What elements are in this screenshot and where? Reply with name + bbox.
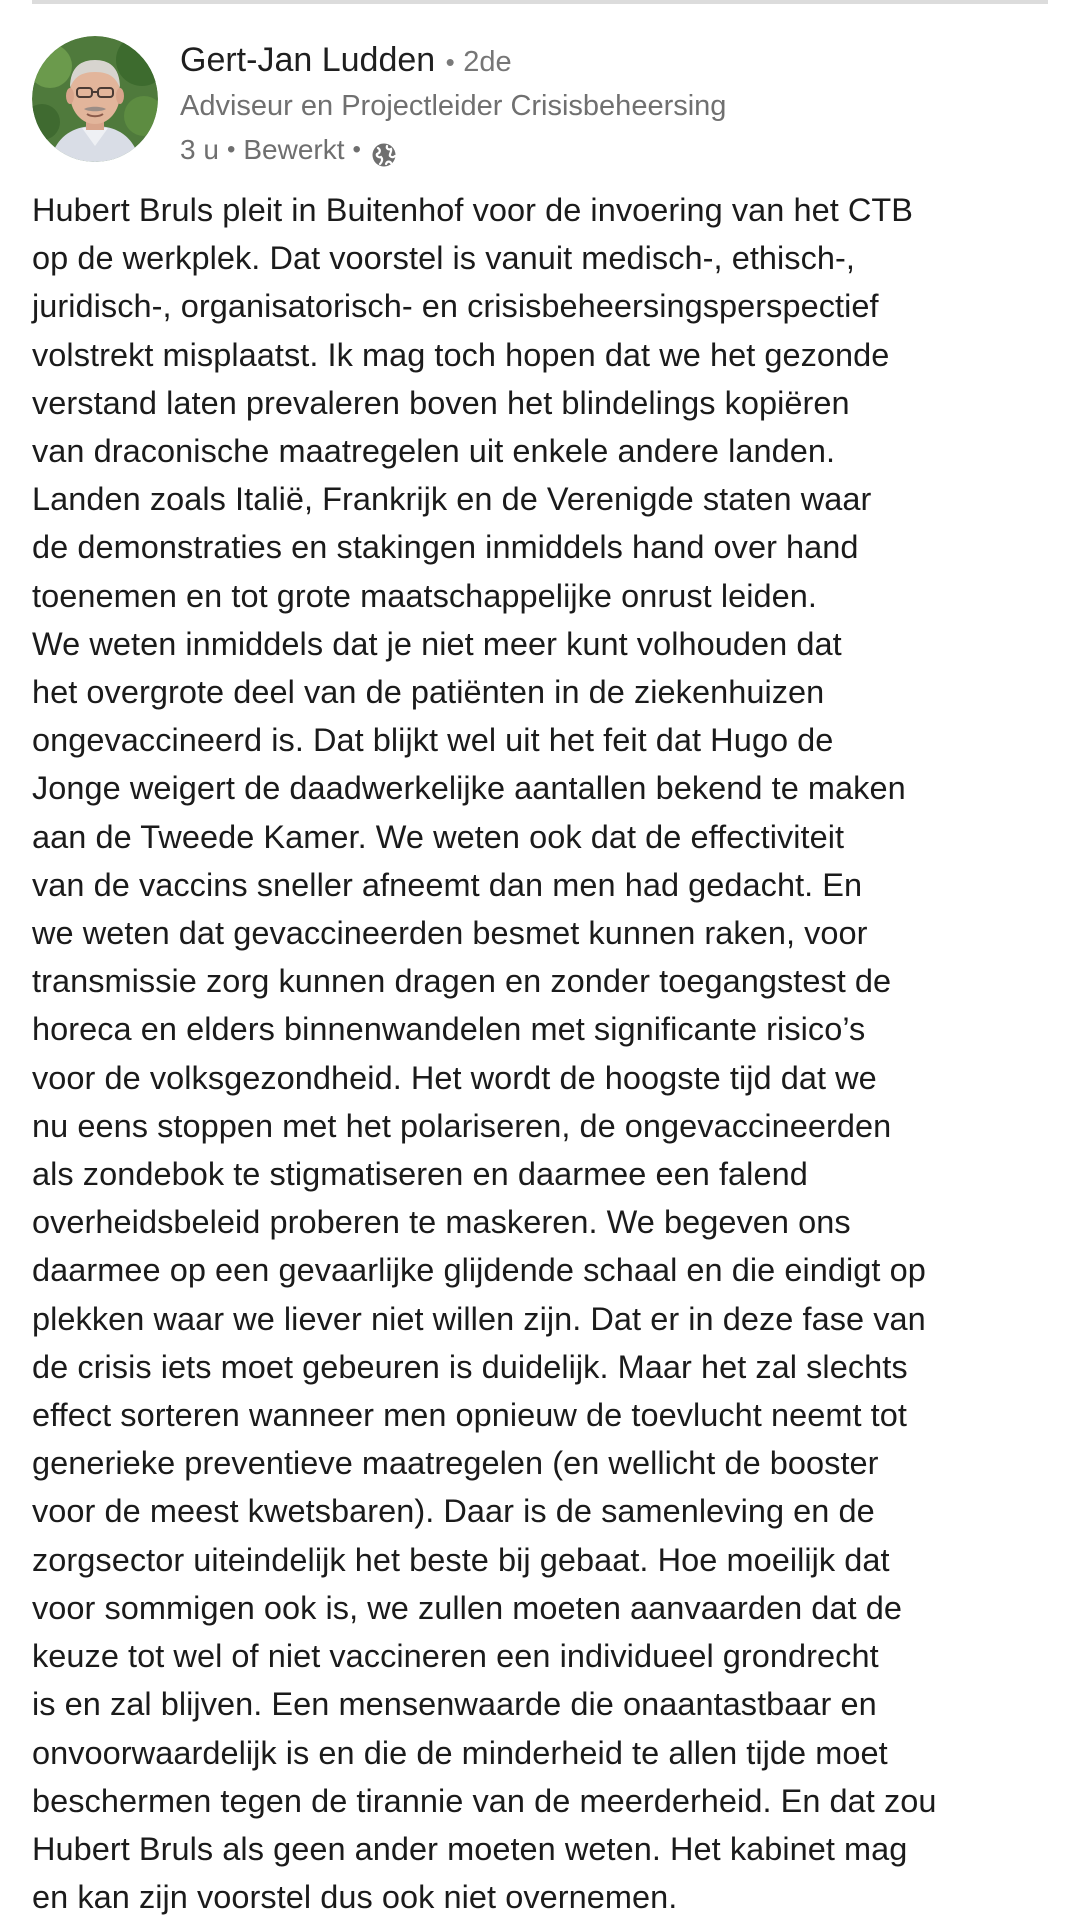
avatar[interactable] [32, 36, 158, 162]
globe-icon [371, 137, 397, 163]
author-headline: Adviseur en Projectleider Crisisbeheersing [180, 90, 727, 122]
author-name[interactable]: Gert-Jan Ludden [180, 41, 436, 79]
connection-degree: 2de [463, 46, 512, 78]
post-time: 3 u [180, 134, 219, 165]
author-block [180, 36, 1048, 172]
post-header [32, 36, 1048, 166]
post-body: Hubert Bruls pleit in Buitenhof voor de invoering van het CTB op de werkplek. Dat voorstel is vanuit medisch-, ethisch-, juridisch-, organisatorisch- en crisisbeheersingsperspectief volstrekt misplaatst. Ik mag toch hopen dat we het gezonde verstand laten prevaleren boven het blindelings kopiëren van draconische maatregelen uit enkele andere landen. Landen zoals Italië, Frankrijk en de Verenigde staten waar de demonstraties en stakingen inmiddels hand over hand toenemen en tot grote maatschappelijke onrust leiden. We weten inmiddels dat je niet meer kunt volhouden dat het overgrote deel van de patiënten in de ziekenhuizen ongevaccineerd is. Dat blijkt wel uit het feit dat Hugo de Jonge weigert de daadwerkelijke aantallen bekend te maken aan de Tweede Kamer. We weten ook dat de effectiviteit van de vaccins sneller afneemt dan men had gedacht. En we weten dat gevaccineerden besmet kunnen raken, voor transmissie zorg kunnen dragen en zonder toegangstest de horeca en elders binnenwandelen met significante risico’s voor de volksgezondheid. Het wordt de hoogste tijd dat we nu eens stoppen met het polariseren, de ongevaccineerden als zondebok te stigmatiseren en daarmee een falend overheidsbeleid proberen te maskeren. We begeven ons daarmee op een gevaarlijke glijdende schaal en die eindigt op plekken waar we liever niet willen zijn. Dat er in deze fase van de crisis iets moet gebeuren is duidelijk. Maar het zal slechts effect sorteren wanneer men opnieuw de toevlucht neemt tot generieke preventieve maatregelen (en wellicht de booster voor de meest kwetsbaren). Daar is de samenleving en de zorgsector uiteindelijk het beste bij gebaat. Hoe moeilijk dat voor sommigen ook is, we zullen moeten aanvaarden dat de keuze tot wel of niet vaccineren een individueel grondrecht is en zal blijven. Een mensenwaarde die onaantastbaar en onvoorwaardelijk is en die de minderheid te allen tijde moet beschermen tegen de tirannie van de meerderheid. En dat zou Hubert Bruls als geen ander moeten weten. Het kabinet mag en kan zijn voorstel dus ook niet overnemen. [32, 192, 937, 1916]
edited-label: Bewerkt [243, 134, 345, 165]
separator-dot: • [445, 47, 455, 77]
separator-dot: • [226, 136, 236, 163]
separator-dot: • [352, 136, 361, 163]
post-meta [180, 128, 1048, 172]
top-divider [32, 0, 1048, 4]
author-row [180, 36, 1048, 84]
profile-photo-icon [32, 36, 158, 162]
